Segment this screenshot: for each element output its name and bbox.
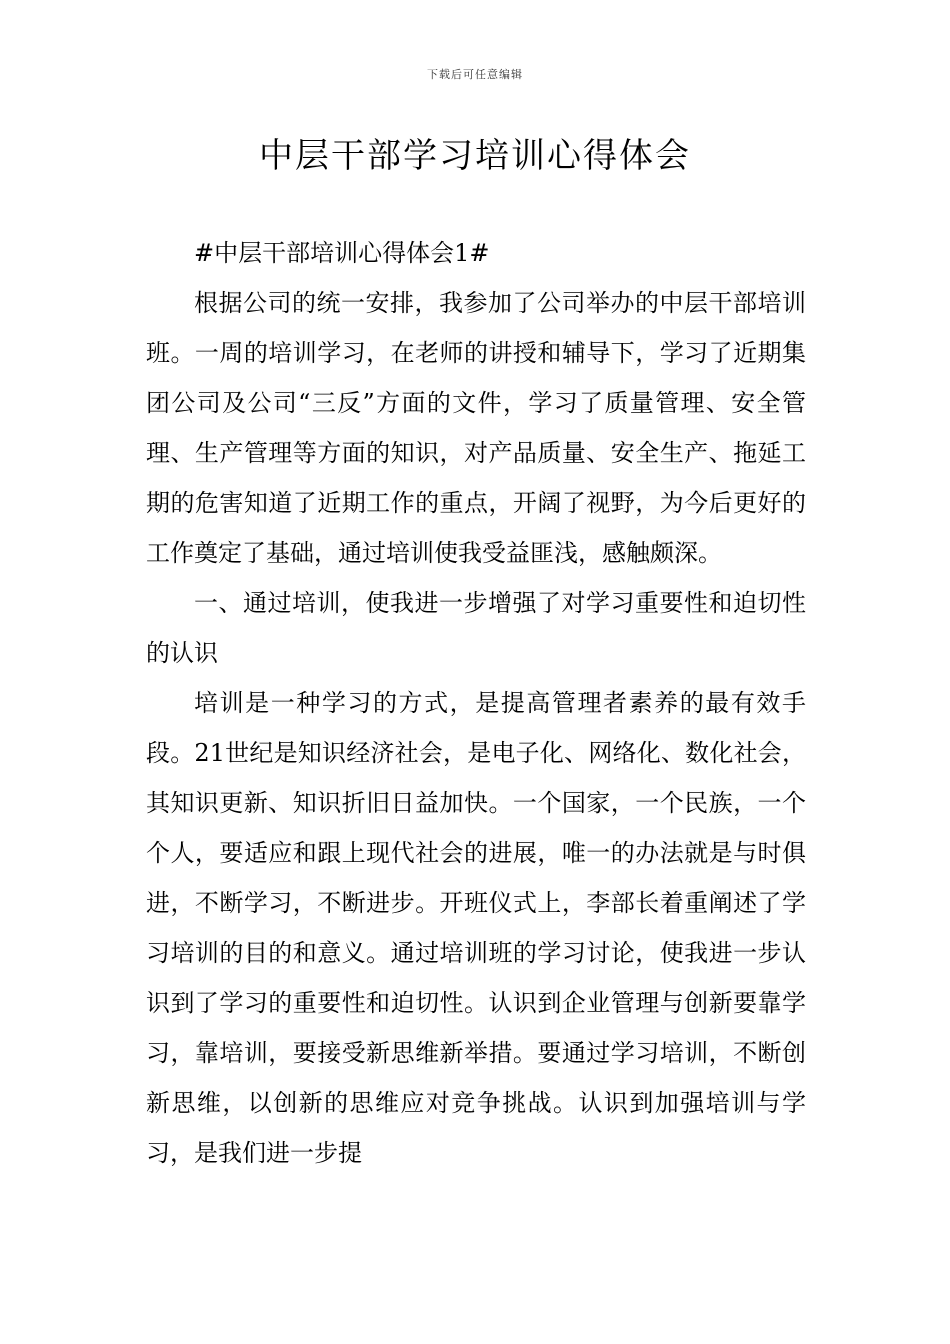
paragraph: 培训是一种学习的方式，是提高管理者素养的最有效手段。21世纪是知识经济社会，是电子化、网络化、数化社会，其知识更新、知识折旧日益加快。一个国家，一个民族，一个个人，要适应和跟上现代社会的进展，唯一的办法就是与时俱进，不断学习，不断进步。开班仪式上，李部长着重阐述了学习培训的目的和意义。通过培训班的学习讨论，使我进一步认识到了学习的重要性和迫切性。认识到企业管理与创新要靠学习，靠培训，要接受新思维新举措。要通过学习培训，不断创新思维，以创新的思维应对竞争挑战。认识到加强培训与学习，是我们进一步提 — [146, 689, 806, 1167]
paragraph-heading: 一、通过培训，使我进一步增强了对学习重要性和迫切性的认识 — [146, 589, 806, 667]
document-body — [146, 228, 806, 1178]
section-heading: #中层干部培训心得体会1# — [194, 239, 490, 267]
header-note: 下载后可任意编辑 — [427, 68, 523, 81]
paragraph: 根据公司的统一安排，我参加了公司举办的中层干部培训班。一周的培训学习，在老师的讲授和辅导下，学习了近期集团公司及公司“三反”方面的文件，学习了质量管理、安全管理、生产管理等方面的知识，对产品质量、安全生产、拖延工期的危害知道了近期工作的重点，开阔了视野，为今后更好的工作奠定了基础，通过培训使我受益匪浅，感触颇深。 — [146, 289, 806, 567]
document-title: 中层干部学习培训心得体会 — [259, 136, 691, 176]
